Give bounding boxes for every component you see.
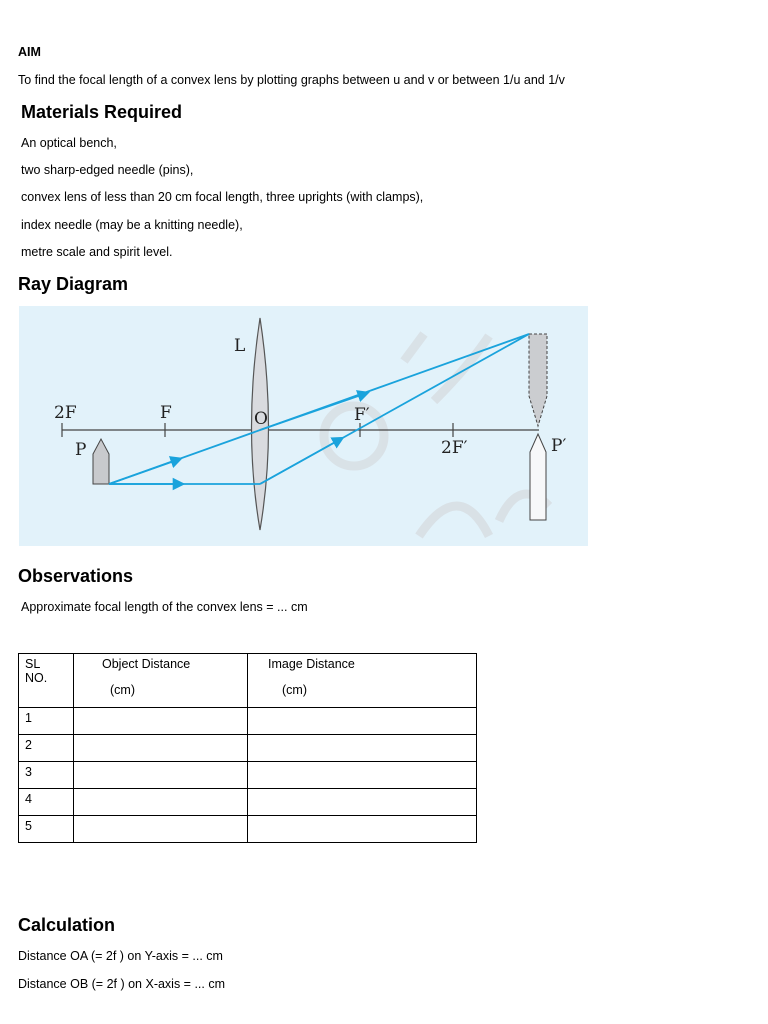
label-2f: 2F [54, 403, 77, 423]
image-distance-cell [248, 735, 477, 762]
header-object-distance: Object Distance (cm) [74, 654, 248, 708]
label-image: P′ [551, 436, 567, 456]
header-image-distance: Image Distance (cm) [248, 654, 477, 708]
material-item: index needle (may be a knitting needle), [21, 218, 243, 232]
materials-heading: Materials Required [21, 102, 183, 122]
table-row [19, 735, 477, 762]
ray-diagram-heading: Ray Diagram [18, 274, 129, 294]
row-number: 1 [19, 708, 74, 735]
row-number: 2 [19, 735, 74, 762]
row-number: 5 [19, 816, 74, 843]
image-distance-cell [248, 762, 477, 789]
row-number: 3 [19, 762, 74, 789]
approx-focal-text: Approximate focal length of the convex lens = ... cm [21, 600, 308, 614]
calculation-line: Distance OB (= 2f ) on X-axis = ... cm [18, 977, 226, 991]
label-lens: L [234, 336, 246, 356]
observation-table [18, 653, 477, 843]
header-sl-no: SL NO. [19, 654, 74, 708]
aim-heading: AIM [18, 45, 41, 59]
material-item: convex lens of less than 20 cm focal length, three uprights (with clamps), [21, 190, 424, 204]
object-distance-cell [74, 735, 248, 762]
observations-heading: Observations [18, 566, 134, 586]
image-side-pin [530, 434, 546, 520]
table-row [19, 816, 477, 843]
label-f: F [160, 403, 172, 423]
table-row [19, 708, 477, 735]
object-distance-cell [74, 708, 248, 735]
image-distance-cell [248, 816, 477, 843]
image-distance-cell [248, 708, 477, 735]
object-distance-cell [74, 816, 248, 843]
ray-diagram [19, 306, 588, 546]
table-row [19, 789, 477, 816]
image-distance-cell [248, 789, 477, 816]
table-row [19, 762, 477, 789]
material-item: An optical bench, [21, 136, 117, 150]
aim-text: To find the focal length of a convex lens by plotting graphs between u and v or between 1/u and 1/v [18, 73, 565, 87]
row-number: 4 [19, 789, 74, 816]
label-2f-prime: 2F′ [441, 438, 468, 458]
calculation-heading: Calculation [18, 915, 116, 935]
label-f-prime: F′ [354, 405, 370, 425]
object-distance-cell [74, 789, 248, 816]
label-optical-centre: O [254, 409, 268, 429]
calculation-line: Distance OA (= 2f ) on Y-axis = ... cm [18, 949, 223, 963]
material-item: two sharp-edged needle (pins), [21, 163, 194, 177]
object-distance-cell [74, 762, 248, 789]
label-object: P [75, 440, 87, 460]
table-header-row [19, 654, 477, 708]
material-item: metre scale and spirit level. [21, 245, 173, 259]
